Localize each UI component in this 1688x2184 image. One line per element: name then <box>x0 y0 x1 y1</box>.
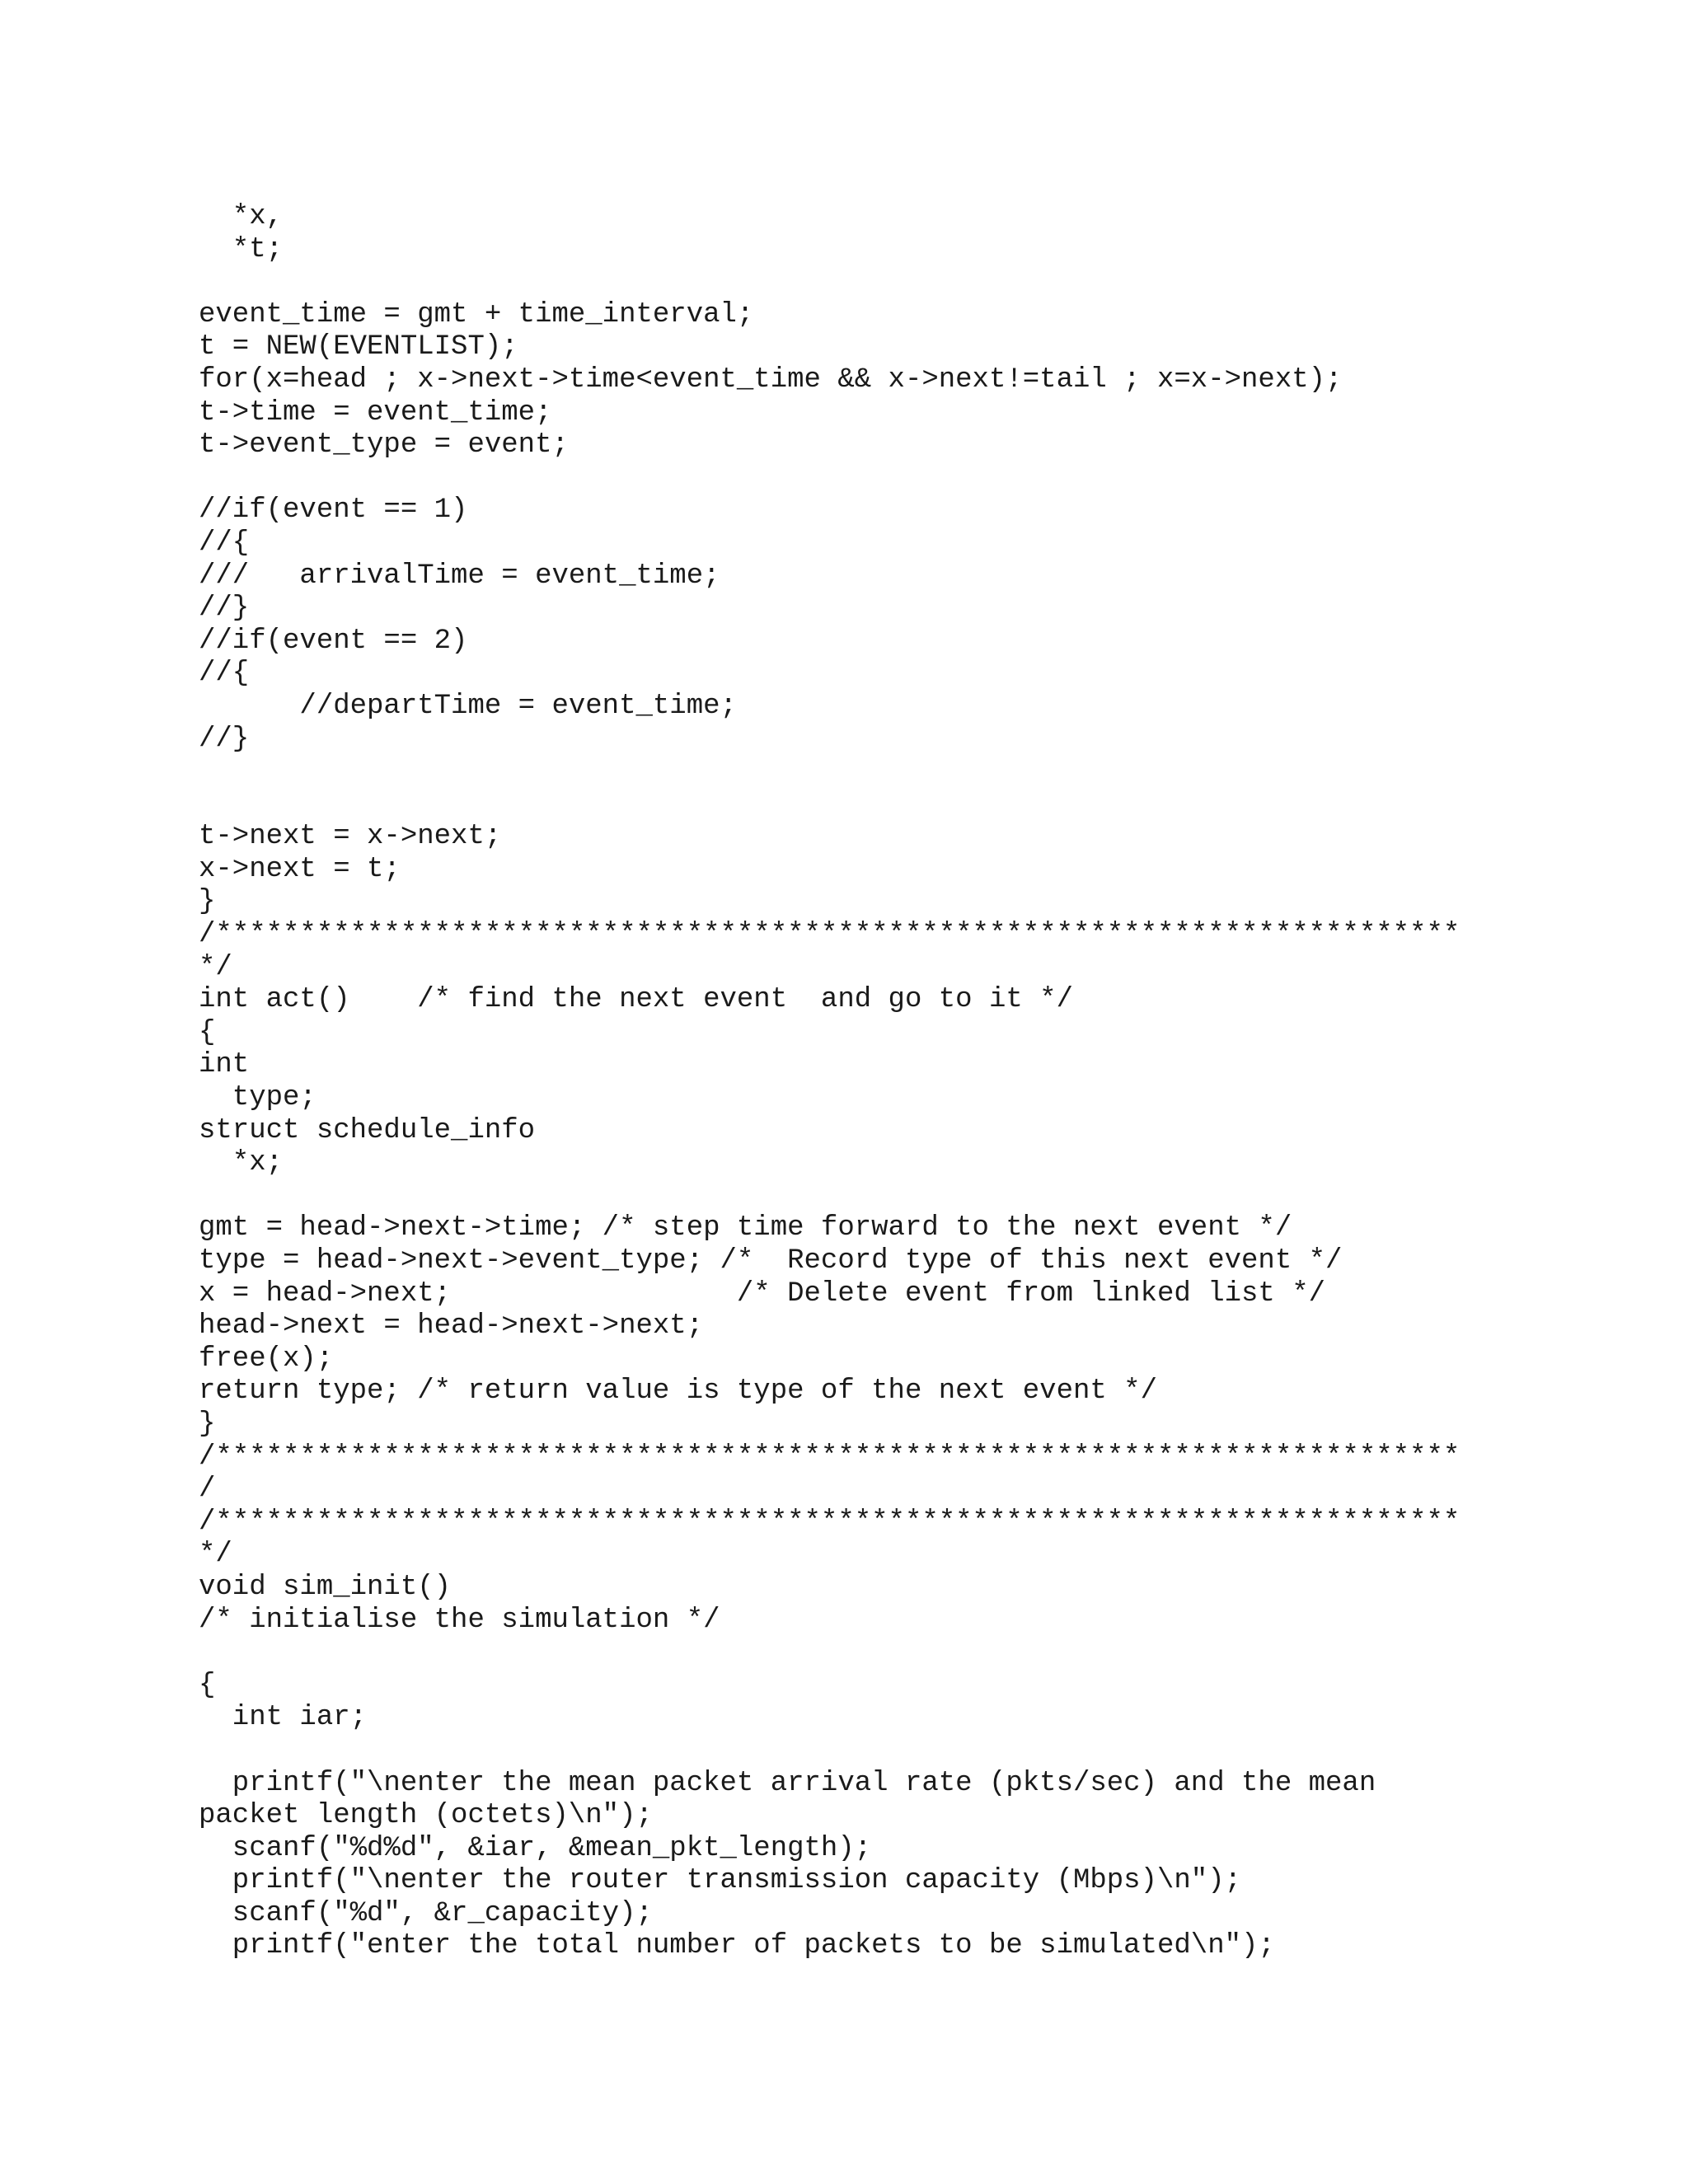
code-line: //departTime = event_time; <box>199 690 737 722</box>
code-line: //{ <box>199 658 250 690</box>
code-line <box>199 266 1649 299</box>
code-line: head->next = head->next->next; <box>199 1310 704 1343</box>
code-line: /************************************************************************** <box>199 919 1461 951</box>
code-line: { <box>199 1016 216 1048</box>
code-line: x = head->next; /* Delete event from linked list */ <box>199 1277 1326 1310</box>
code-line: int iar; <box>199 1702 368 1734</box>
code-line: //if(event == 2) <box>199 625 468 657</box>
code-line: t = NEW(EVENTLIST); <box>199 331 518 363</box>
code-line: } <box>199 886 216 918</box>
code-line: *x, <box>199 201 284 232</box>
code-line: /// arrivalTime = event_time; <box>199 560 720 592</box>
code-line <box>199 1735 1649 1768</box>
code-line: /************************************************************************** <box>199 1506 1461 1538</box>
code-line: type; <box>199 1082 316 1114</box>
code-line: t->next = x->next; <box>199 821 502 853</box>
code-line: struct schedule_info <box>199 1114 536 1146</box>
code-line: t->time = event_time; <box>199 396 552 429</box>
code-line: printf("enter the total number of packets to be simulated\n"); <box>199 1930 1275 1962</box>
code-line: event_time = gmt + time_interval; <box>199 298 754 330</box>
code-line: int <box>199 1049 250 1081</box>
code-line: */ <box>199 1539 232 1571</box>
code-line: printf("\nenter the mean packet arrival rate (pkts/sec) and the mean <box>199 1767 1376 1799</box>
code-line: gmt = head->next->time; /* step time forward to the next event */ <box>199 1212 1292 1244</box>
code-line: } <box>199 1408 216 1440</box>
code-line: //} <box>199 723 250 755</box>
code-line: return type; /* return value is type of the next event */ <box>199 1376 1157 1408</box>
code-line: //if(event == 1) <box>199 494 468 527</box>
code-line: /* initialise the simulation */ <box>199 1604 720 1636</box>
code-line: *t; <box>199 233 284 265</box>
code-line <box>199 462 1649 495</box>
code-line: int act() /* find the next event and go to it */ <box>199 984 1073 1016</box>
code-line: scanf("%d", &r_capacity); <box>199 1897 653 1929</box>
code-line: */ <box>199 951 232 983</box>
code-line: scanf("%d%d", &iar, &mean_pkt_length); <box>199 1832 872 1864</box>
code-line: t->event_type = event; <box>199 429 569 462</box>
code-line: for(x=head ; x->next->time<event_time && x->next!=tail ; x=x->next); <box>199 363 1343 396</box>
code-line: /************************************************************************** <box>199 1441 1461 1473</box>
code-line: free(x); <box>199 1343 334 1375</box>
code-line <box>199 1637 1649 1670</box>
code-line: //} <box>199 593 250 625</box>
code-line: printf("\nenter the router transmission capacity (Mbps)\n"); <box>199 1865 1242 1897</box>
code-line: / <box>199 1474 216 1506</box>
code-line <box>199 756 1649 789</box>
code-line <box>199 1180 1649 1213</box>
code-line: void sim_init() <box>199 1571 452 1603</box>
code-line: packet length (octets)\n"); <box>199 1800 653 1832</box>
code-line: *x; <box>199 1147 284 1179</box>
code-line: //{ <box>199 527 250 559</box>
code-listing <box>199 201 1649 1963</box>
code-line: { <box>199 1669 216 1701</box>
code-line <box>199 789 1649 822</box>
code-line: x->next = t; <box>199 853 401 885</box>
code-line: type = head->next->event_type; /* Record type of this next event */ <box>199 1245 1343 1277</box>
